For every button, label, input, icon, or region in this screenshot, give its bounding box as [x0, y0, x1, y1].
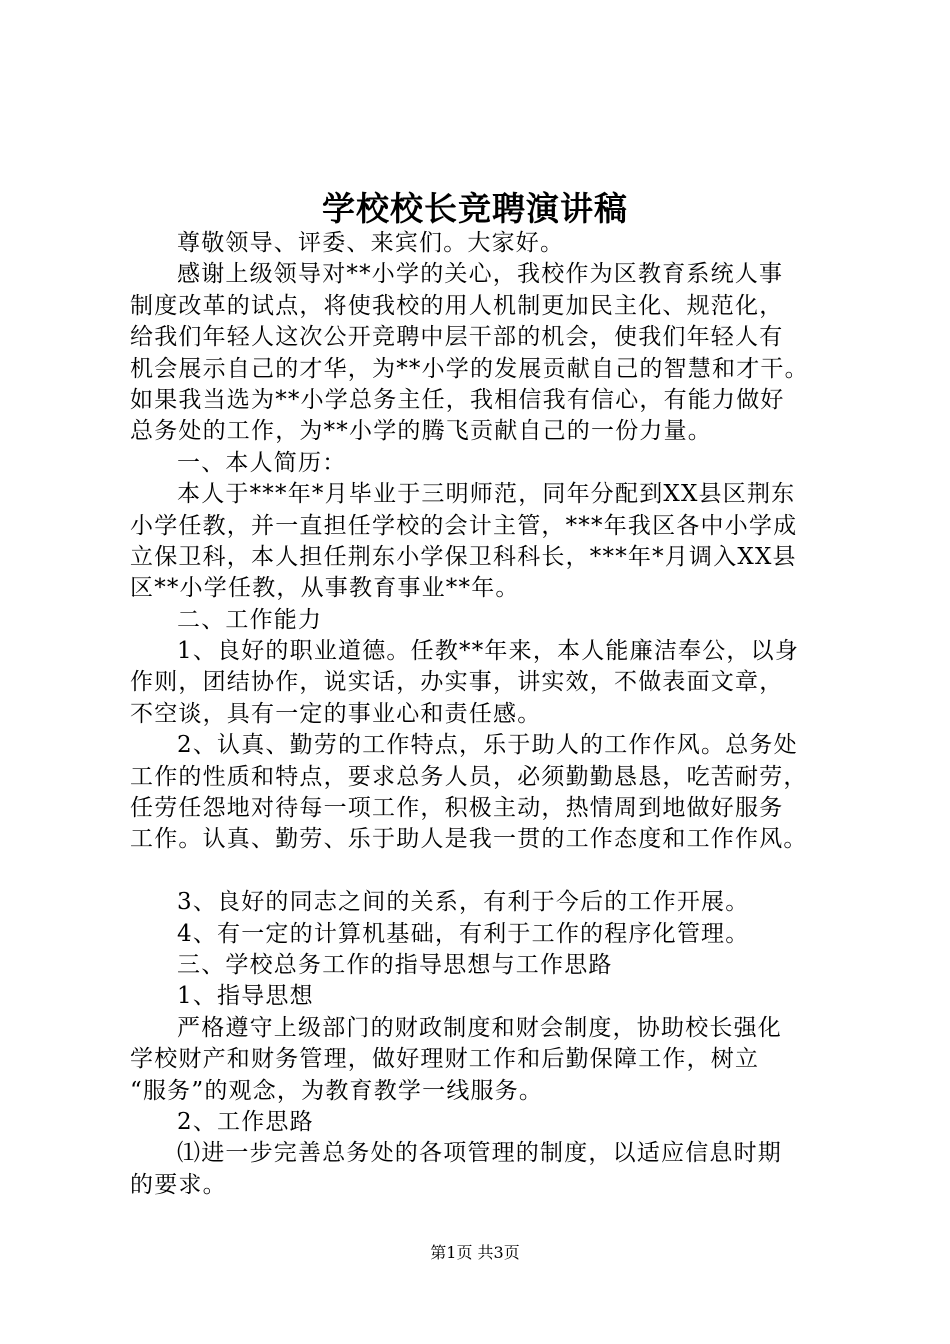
paragraph-line: 给我们年轻人这次公开竞聘中层干部的机会，使我们年轻人有 [130, 324, 784, 351]
paragraph-line: 区**小学任教，从事教育事业**年。 [130, 575, 520, 602]
document-title: 学校校长竞聘演讲稿 [322, 189, 628, 228]
paragraph-line: 1、良好的职业道德。任教**年来，本人能廉洁奉公，以身 [177, 638, 800, 665]
paragraph-line: 不空谈，具有一定的事业心和责任感。 [130, 700, 542, 727]
paragraph-line: “服务”的观念，为教育教学一线服务。 [130, 1077, 544, 1104]
blank-line [130, 856, 850, 887]
paragraph-line: 本人于***年*月毕业于三明师范，同年分配到XX县区荆东 [177, 481, 796, 508]
subsection-heading: 1、指导思想 [177, 983, 314, 1010]
paragraph-line: 尊敬领导、评委、来宾们。大家好。 [177, 230, 565, 256]
page-number-footer: 第1页 共3页 [430, 1243, 520, 1262]
paragraph-line: 作则，团结协作，说实话，办实事，讲实效，不做表面文章， [130, 669, 784, 696]
section-heading: 一、本人简历： [177, 449, 347, 476]
paragraph-line: 如果我当选为**小学总务主任，我相信我有信心，有能力做好 [130, 386, 785, 413]
paragraph-line: 4、有一定的计算机基础，有利于工作的程序化管理。 [177, 920, 750, 947]
paragraph-line: 机会展示自己的才华，为**小学的发展贡献自己的智慧和才干。 [130, 355, 809, 382]
paragraph-line: 感谢上级领导对**小学的关心，我校作为区教育系统人事 [177, 261, 784, 288]
paragraph-line: 严格遵守上级部门的财政制度和财会制度，协助校长强化 [177, 1014, 782, 1041]
paragraph-line: 小学任教，并一直担任学校的会计主管，***年我区各中小学成 [130, 512, 798, 539]
paragraph-line: 任劳任怨地对待每一项工作，积极主动，热情周到地做好服务 [130, 795, 784, 822]
paragraph-line: 总务处的工作，为**小学的腾飞贡献自己的一份力量。 [130, 418, 712, 445]
paragraph-line: 制度改革的试点，将使我校的用人机制更加民主化、规范化， [130, 292, 784, 319]
paragraph-line: 工作的性质和特点，要求总务人员，必须勤勤恳恳，吃苦耐劳， [130, 763, 808, 790]
paragraph-line: 的要求。 [130, 1171, 227, 1198]
paragraph-line: 工作。认真、勤劳、乐于助人是我一贯的工作态度和工作作风。 [130, 826, 808, 853]
paragraph-line: 学校财产和财务管理，做好理财工作和后勤保障工作，树立 [130, 1046, 760, 1073]
section-heading: 二、工作能力 [177, 606, 323, 633]
paragraph-line: 立保卫科，本人担任荆东小学保卫科科长，***年*月调入XX县 [130, 543, 797, 570]
paragraph-line: 2、认真、勤劳的工作特点，乐于助人的工作作风。总务处 [177, 732, 798, 759]
section-heading: 三、学校总务工作的指导思想与工作思路 [177, 951, 613, 978]
document-body [130, 228, 850, 1201]
subsection-heading: 2、工作思路 [177, 1108, 314, 1135]
paragraph-line: 3、良好的同志之间的关系，有利于今后的工作开展。 [177, 889, 750, 916]
paragraph-line: ⑴进一步完善总务处的各项管理的制度，以适应信息时期 [177, 1140, 782, 1167]
